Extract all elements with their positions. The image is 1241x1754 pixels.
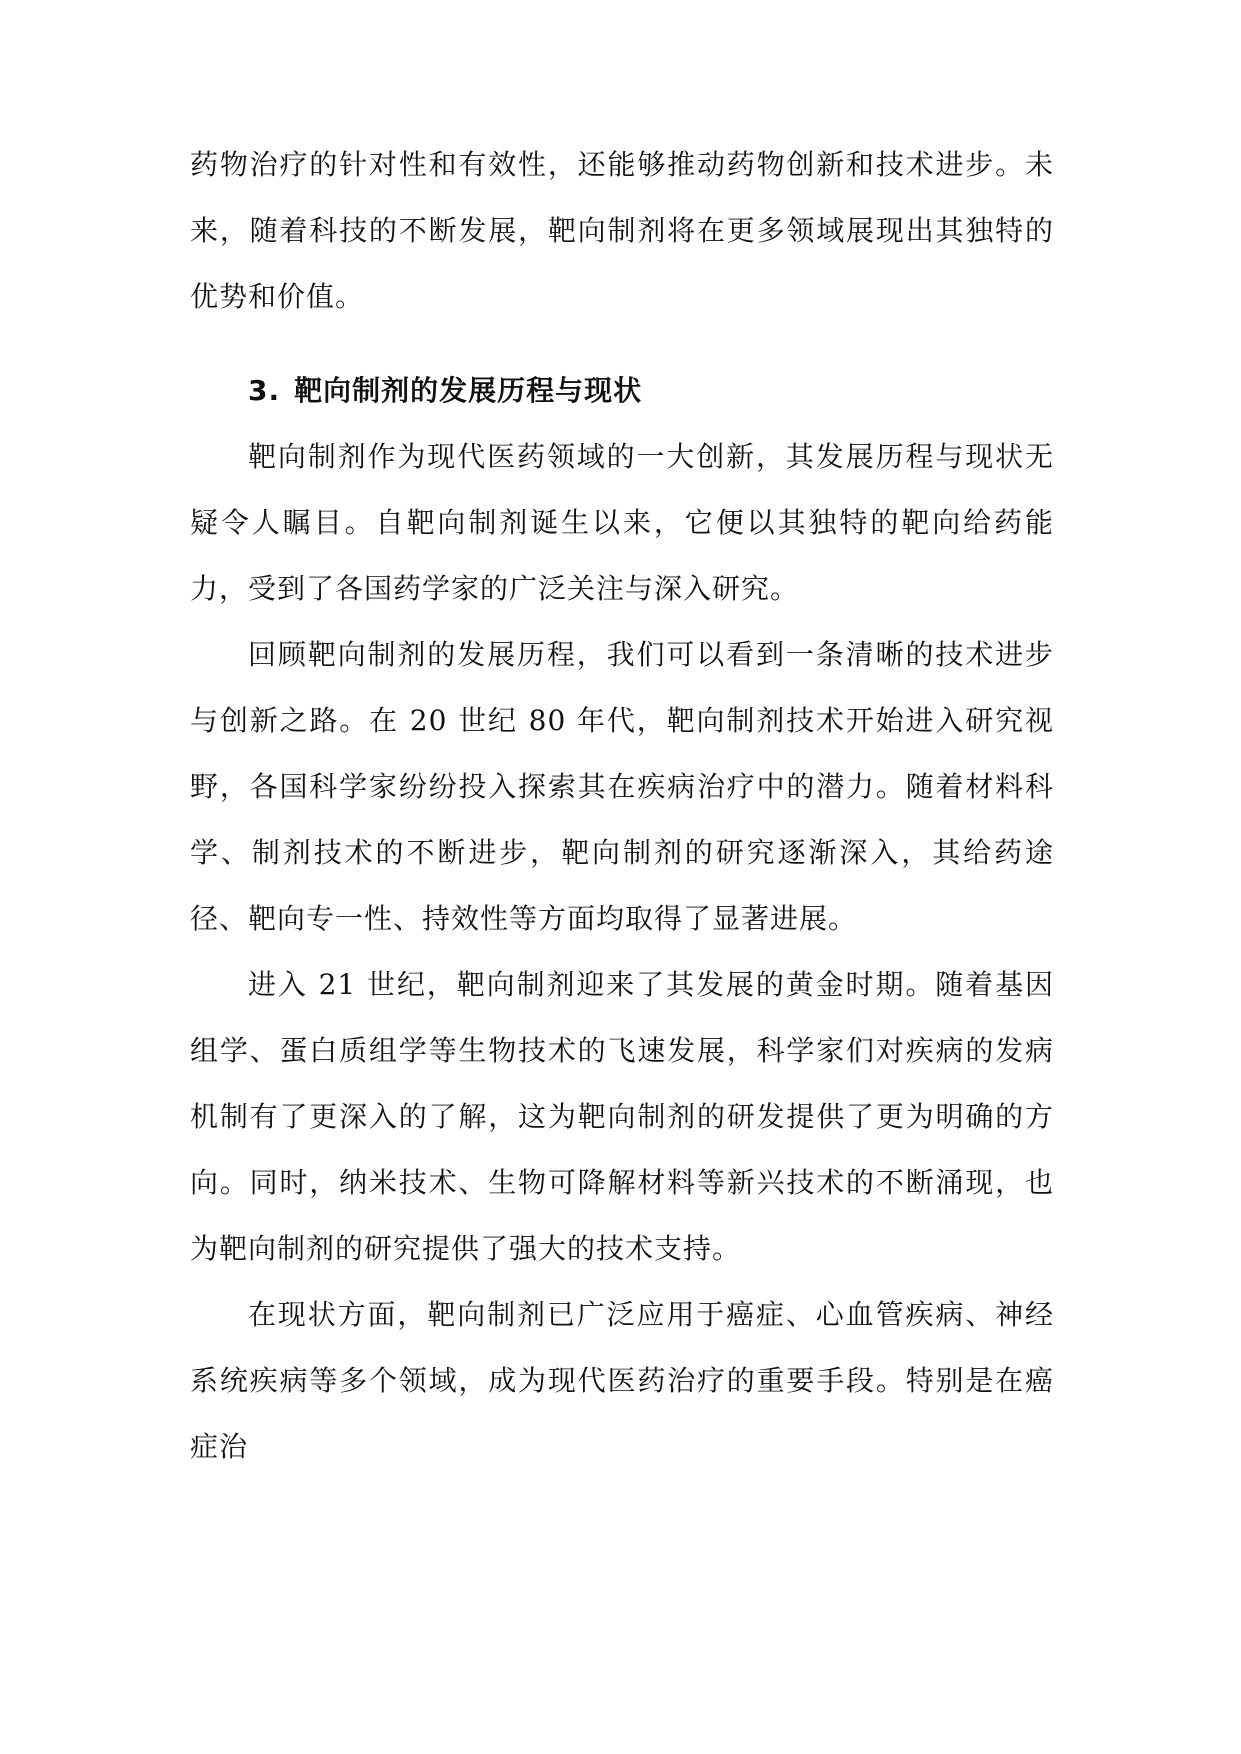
section-number: 3.	[248, 374, 281, 407]
section-heading	[190, 358, 1054, 424]
body-paragraph-3: 进入 21 世纪，靶向制剂迎来了其发展的黄金时期。随着基因组学、蛋白质组学等生物技术的飞速发展，科学家们对疾病的发病机制有了更深入的了解，这为靶向制剂的研发提供了更为明确的方向。同时，纳米技术、生物可降解材料等新兴技术的不断涌现，也为靶向制剂的研究提供了强大的技术支持。	[190, 968, 1054, 1265]
body-paragraph-2: 回顾靶向制剂的发展历程，我们可以看到一条清晰的技术进步与创新之路。在 20 世纪 80 年代，靶向制剂技术开始进入研究视野，各国科学家纷纷投入探索其在疾病治疗中的潜力。随着材料科学、制剂技术的不断进步，靶向制剂的研究逐渐深入，其给药途径、靶向专一性、持效性等方面均取得了显著进展。	[190, 638, 1054, 935]
intro-paragraph: 药物治疗的针对性和有效性，还能够推动药物创新和技术进步。未来，随着科技的不断发展，靶向制剂将在更多领域展现出其独特的优势和价值。	[190, 148, 1054, 313]
section-title: 靶向制剂的发展历程与现状	[294, 374, 643, 407]
body-paragraph-1: 靶向制剂作为现代医药领域的一大创新，其发展历程与现状无疑令人瞩目。自靶向制剂诞生以来，它便以其独特的靶向给药能力，受到了各国药学家的广泛关注与深入研究。	[190, 440, 1054, 605]
document-body	[190, 132, 1054, 1480]
body-paragraph-4: 在现状方面，靶向制剂已广泛应用于癌症、心血管疾病、神经系统疾病等多个领域，成为现代医药治疗的重要手段。特别是在癌症治	[190, 1298, 1054, 1463]
